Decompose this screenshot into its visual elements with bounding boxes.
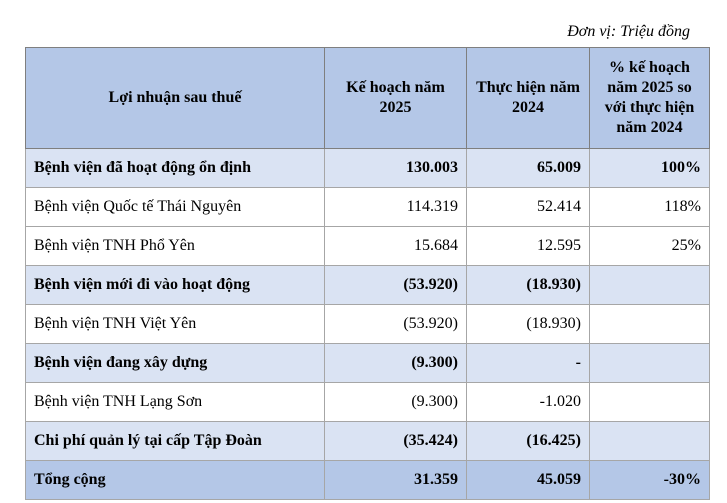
table-row bbox=[26, 305, 710, 344]
table-header-row bbox=[26, 48, 710, 149]
header-plan-2025: Kế hoạch năm 2025 bbox=[325, 48, 467, 149]
row-actual-2024: -1.020 bbox=[467, 383, 590, 422]
row-label: Bệnh viện đã hoạt động ổn định bbox=[26, 149, 325, 188]
row-actual-2024: (16.425) bbox=[467, 422, 590, 461]
row-label: Bệnh viện TNH Việt Yên bbox=[26, 305, 325, 344]
row-plan-2025: 15.684 bbox=[325, 227, 467, 266]
row-plan-2025: 31.359 bbox=[325, 461, 467, 500]
row-plan-2025: (53.920) bbox=[325, 266, 467, 305]
row-actual-2024: (18.930) bbox=[467, 266, 590, 305]
row-label: Tổng cộng bbox=[26, 461, 325, 500]
row-actual-2024: (18.930) bbox=[467, 305, 590, 344]
row-plan-2025: (9.300) bbox=[325, 344, 467, 383]
row-plan-2025: 130.003 bbox=[325, 149, 467, 188]
table-row bbox=[26, 344, 710, 383]
row-label: Bệnh viện đang xây dựng bbox=[26, 344, 325, 383]
row-actual-2024: 65.009 bbox=[467, 149, 590, 188]
table-row bbox=[26, 188, 710, 227]
row-actual-2024: - bbox=[467, 344, 590, 383]
header-plan-vs-actual-pct: % kế hoạch năm 2025 so với thực hiện năm 2024 bbox=[590, 48, 710, 149]
table-row bbox=[26, 149, 710, 188]
row-pct: -30% bbox=[590, 461, 710, 500]
row-pct bbox=[590, 305, 710, 344]
table-row bbox=[26, 461, 710, 500]
row-label: Bệnh viện Quốc tế Thái Nguyên bbox=[26, 188, 325, 227]
row-plan-2025: 114.319 bbox=[325, 188, 467, 227]
table-row bbox=[26, 422, 710, 461]
row-pct: 100% bbox=[590, 149, 710, 188]
row-pct bbox=[590, 383, 710, 422]
row-plan-2025: (35.424) bbox=[325, 422, 467, 461]
row-actual-2024: 12.595 bbox=[467, 227, 590, 266]
row-label: Bệnh viện TNH Phổ Yên bbox=[26, 227, 325, 266]
profit-table bbox=[25, 47, 710, 500]
row-pct: 118% bbox=[590, 188, 710, 227]
row-actual-2024: 45.059 bbox=[467, 461, 590, 500]
row-label: Chi phí quản lý tại cấp Tập Đoàn bbox=[26, 422, 325, 461]
row-plan-2025: (53.920) bbox=[325, 305, 467, 344]
table-row bbox=[26, 266, 710, 305]
header-profit-after-tax: Lợi nhuận sau thuế bbox=[26, 48, 325, 149]
row-actual-2024: 52.414 bbox=[467, 188, 590, 227]
row-plan-2025: (9.300) bbox=[325, 383, 467, 422]
row-label: Bệnh viện TNH Lạng Sơn bbox=[26, 383, 325, 422]
row-label: Bệnh viện mới đi vào hoạt động bbox=[26, 266, 325, 305]
row-pct bbox=[590, 266, 710, 305]
row-pct: 25% bbox=[590, 227, 710, 266]
row-pct bbox=[590, 422, 710, 461]
header-actual-2024: Thực hiện năm 2024 bbox=[467, 48, 590, 149]
table-row bbox=[26, 227, 710, 266]
unit-label: Đơn vị: Triệu đồng bbox=[567, 23, 690, 40]
row-pct bbox=[590, 344, 710, 383]
table-row bbox=[26, 383, 710, 422]
